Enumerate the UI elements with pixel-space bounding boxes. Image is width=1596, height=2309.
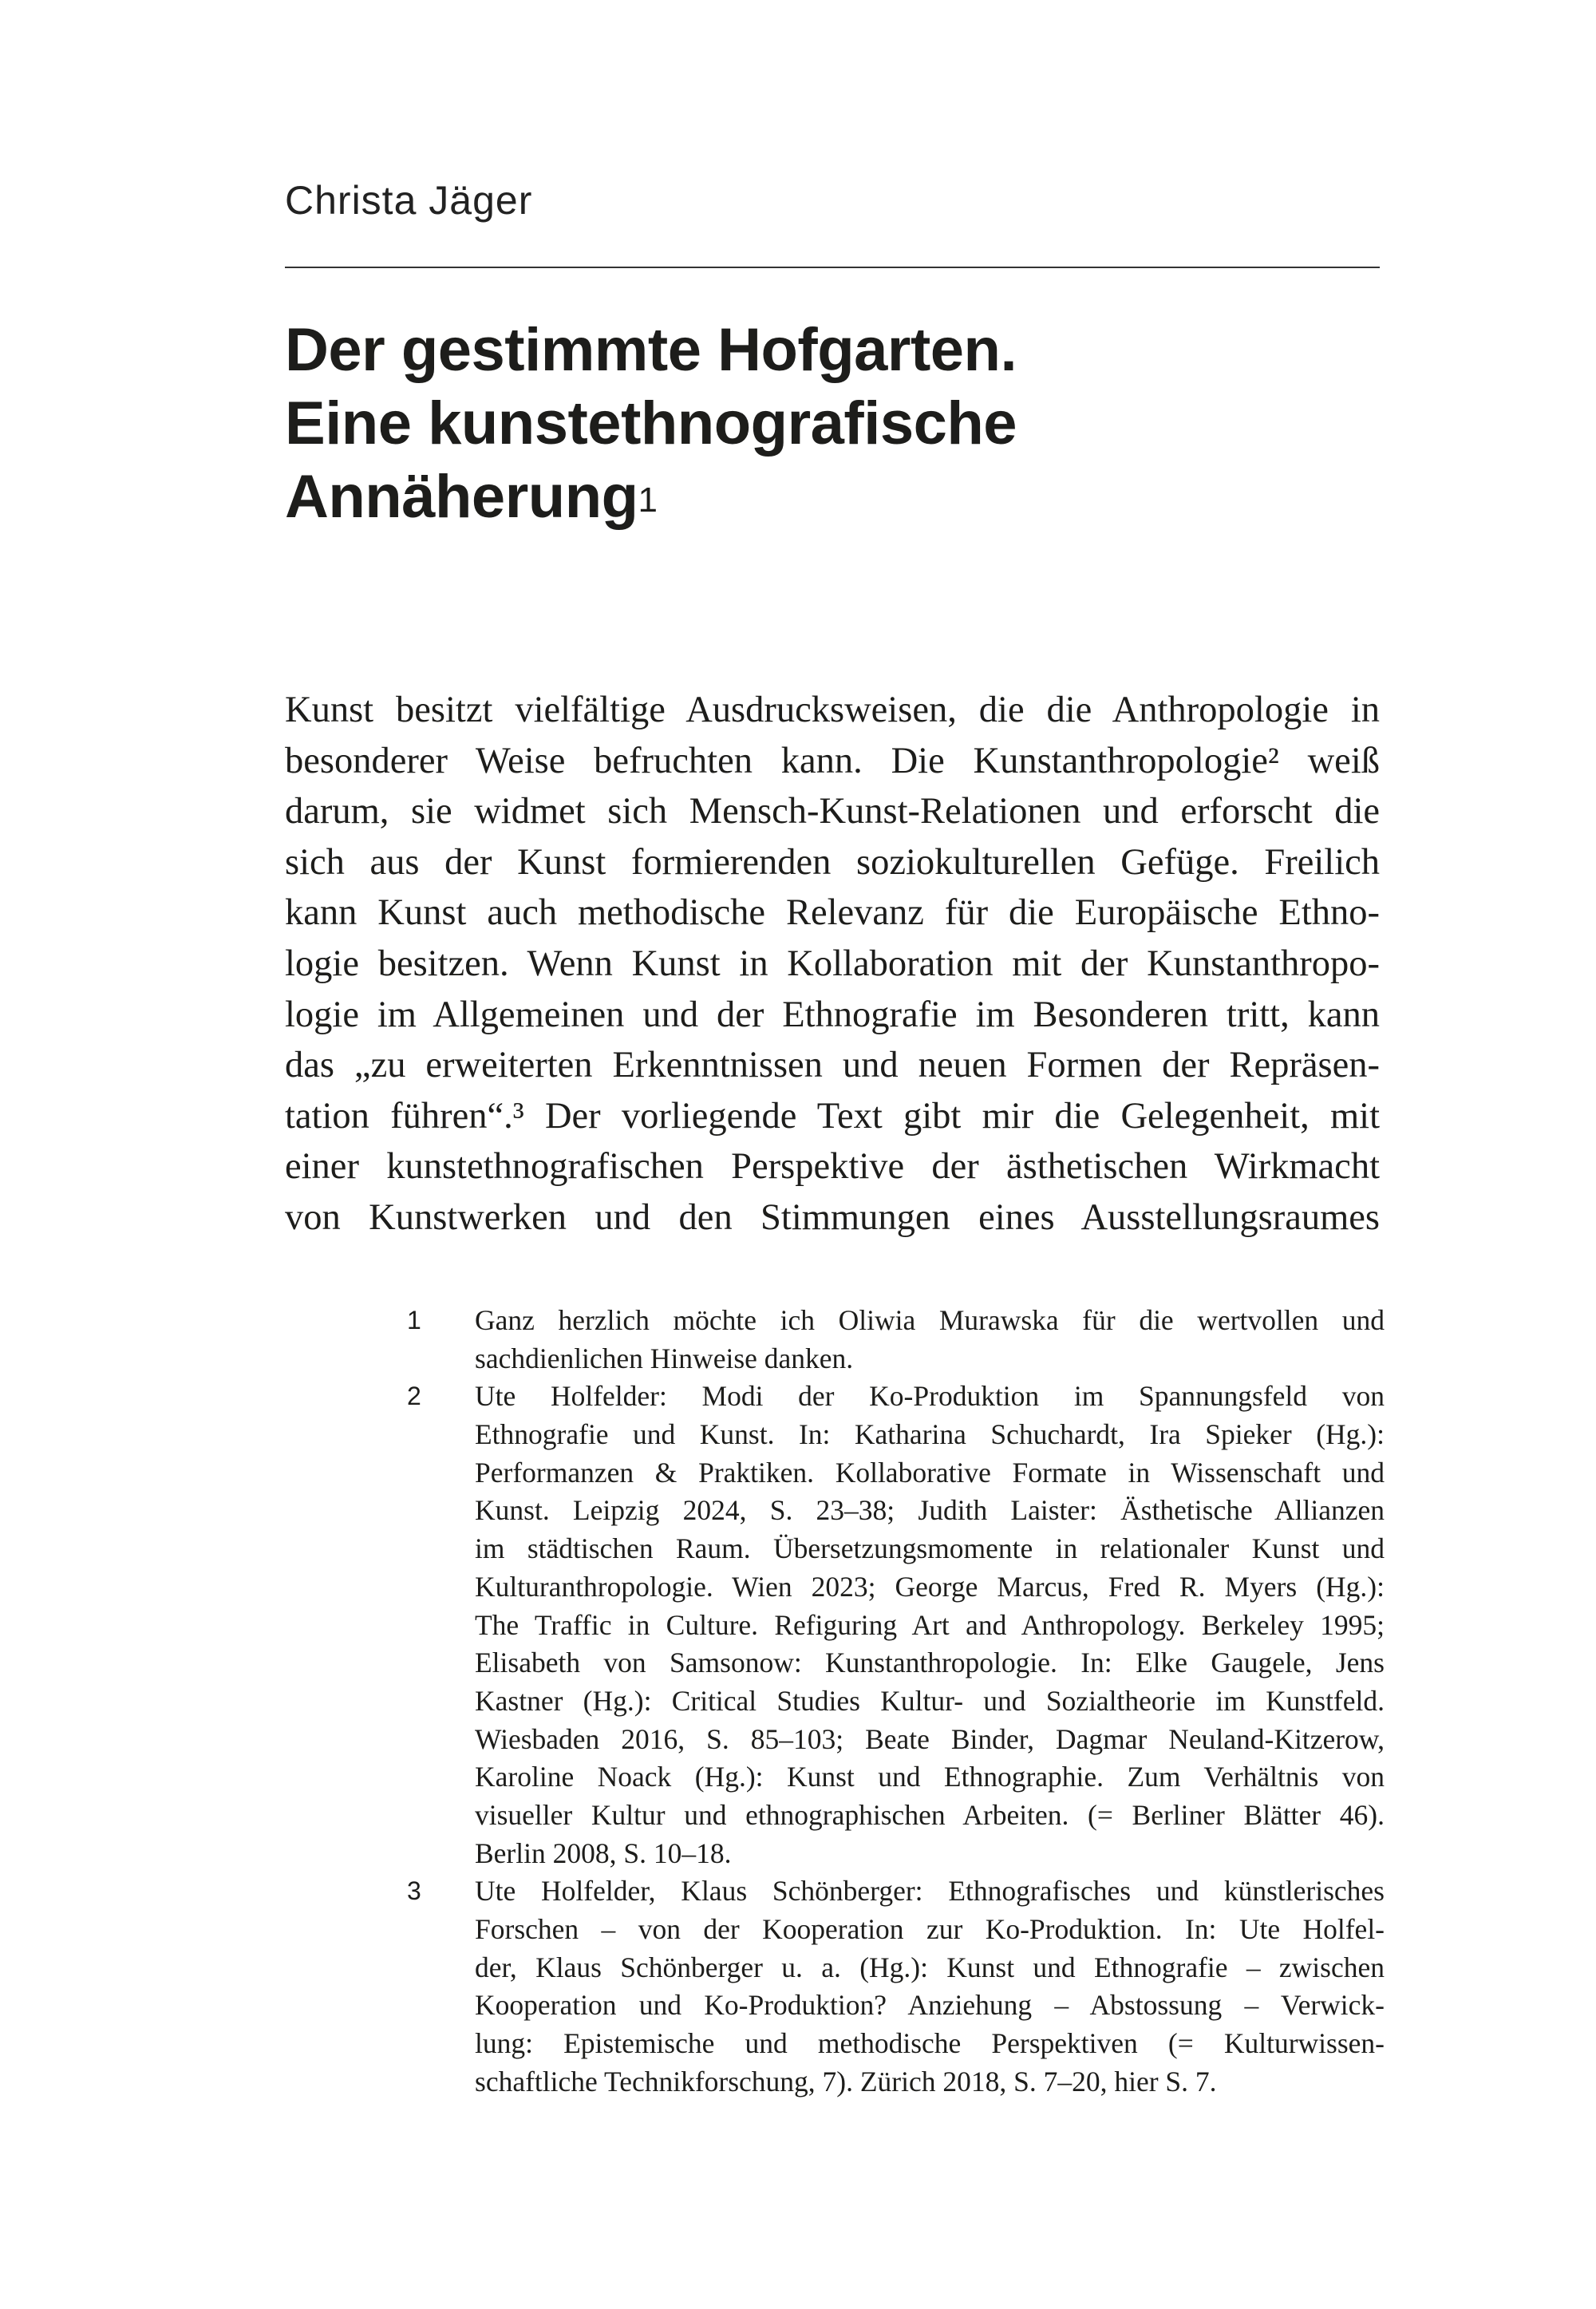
header-rule xyxy=(285,267,1380,268)
footnote-number: 2 xyxy=(407,1382,421,1411)
footnote-line: Forschen – von der Kooperation zur Ko-Produktion. In: Ute Holfel- xyxy=(475,1913,1385,1945)
body-line: einer kunstethnografischen Perspektive der ästhetischen Wirkmacht xyxy=(285,1146,1380,1188)
footnote-line: Ganz herzlich möchte ich Oliwia Murawska für die wertvollen und xyxy=(475,1304,1385,1336)
body-line: das „zu erweiterten Erkenntnissen und neuen Formen der Repräsen- xyxy=(285,1045,1380,1086)
body-text xyxy=(285,685,1380,1243)
footnote-line: schaftliche Technikforschung, 7). Zürich 2018, S. 7–20, hier S. 7. xyxy=(475,2065,1217,2097)
footnote-line: der, Klaus Schönberger u. a. (Hg.): Kunst und Ethnografie – zwischen xyxy=(475,1951,1385,1983)
footnote-number: 1 xyxy=(407,1306,421,1334)
footnote-line: Kastner (Hg.): Critical Studies Kultur- und Sozialtheorie im Kunstfeld. xyxy=(475,1684,1385,1717)
body-line: logie im Allgemeinen und der Ethnografie im Besonderen tritt, kann xyxy=(285,994,1380,1035)
footnote-line: Performanzen & Praktiken. Kollaborative Formate in Wissenschaft und xyxy=(475,1456,1385,1489)
footnote-line: Kunst. Leipzig 2024, S. 23–38; Judith Laister: Ästhetische Allianzen xyxy=(475,1494,1385,1527)
body-line: darum, sie widmet sich Mensch-Kunst-Relationen und erforscht die xyxy=(285,791,1380,832)
body-line: kann Kunst auch methodische Relevanz für die Europäische Ethno- xyxy=(285,892,1380,934)
author-name: Christa Jäger xyxy=(285,178,533,223)
footnote-line: Wiesbaden 2016, S. 85–103; Beate Binder, Dagmar Neuland-Kitzerow, xyxy=(475,1722,1385,1755)
body-line: Kunst besitzt vielfältige Ausdrucksweisen, die die Anthropologie in xyxy=(285,690,1380,730)
footnote-number: 3 xyxy=(407,1876,421,1906)
footnote-line: visueller Kultur und ethnographischen Arbeiten. (= Berliner Blätter 46). xyxy=(475,1798,1385,1831)
footnote-1 xyxy=(407,1302,1385,1378)
footnote-line: Berlin 2008, S. 10–18. xyxy=(475,1837,732,1869)
footnote-line: Ute Holfelder, Klaus Schönberger: Ethnografisches und künstlerisches xyxy=(475,1875,1385,1908)
footnote-line: Ethnografie und Kunst. In: Katharina Schuchardt, Ira Spieker (Hg.): xyxy=(475,1418,1385,1451)
footnote-line: lung: Epistemische und methodische Perspektiven (= Kulturwissen- xyxy=(475,2027,1385,2060)
footnote-line: im städtischen Raum. Übersetzungsmomente in relationaler Kunst und xyxy=(475,1532,1385,1565)
body-line: logie besitzen. Wenn Kunst in Kollaboration mit der Kunstanthropo- xyxy=(285,943,1380,984)
footnotes xyxy=(407,1302,1385,2101)
chapter-title xyxy=(285,314,1380,534)
footnote-line: sachdienlichen Hinweise danken. xyxy=(475,1342,854,1374)
body-line: sich aus der Kunst formierenden soziokulturellen Gefüge. Freilich xyxy=(285,841,1380,883)
body-line: von Kunstwerken und den Stimmungen eines Ausstellungsraumes xyxy=(285,1196,1380,1238)
body-line: besonderer Weise befruchten kann. Die Kunstanthropologie² weiß xyxy=(285,740,1380,781)
title-line-2: Eine kunstethnografische xyxy=(285,389,1017,457)
title-line-3-text: Annäherung xyxy=(285,463,638,531)
footnote-3 xyxy=(407,1872,1385,2101)
footnote-line: Kooperation und Ko-Produktion? Anziehung – Abstossung – Verwick- xyxy=(475,1989,1385,2022)
title-line-3 xyxy=(285,461,1380,534)
footnote-line: Elisabeth von Samsonow: Kunstanthropologie. In: Elke Gaugele, Jens xyxy=(475,1647,1385,1679)
footnote-line: Karoline Noack (Hg.): Kunst und Ethnographie. Zum Verhältnis von xyxy=(475,1761,1385,1793)
title-footnote-marker: 1 xyxy=(638,480,658,520)
body-line: tation führen“.³ Der vorliegende Text gibt mir die Gelegenheit, mit xyxy=(285,1095,1380,1137)
footnote-2 xyxy=(407,1378,1385,1872)
footnote-line: Ute Holfelder: Modi der Ko-Produktion im Spannungsfeld von xyxy=(475,1380,1385,1413)
footnote-line: Kulturanthropologie. Wien 2023; George Marcus, Fred R. Myers (Hg.): xyxy=(475,1570,1385,1603)
title-line-1: Der gestimmte Hofgarten. xyxy=(285,316,1017,384)
footnote-line: The Traffic in Culture. Refiguring Art and Anthropology. Berkeley 1995; xyxy=(475,1608,1385,1641)
